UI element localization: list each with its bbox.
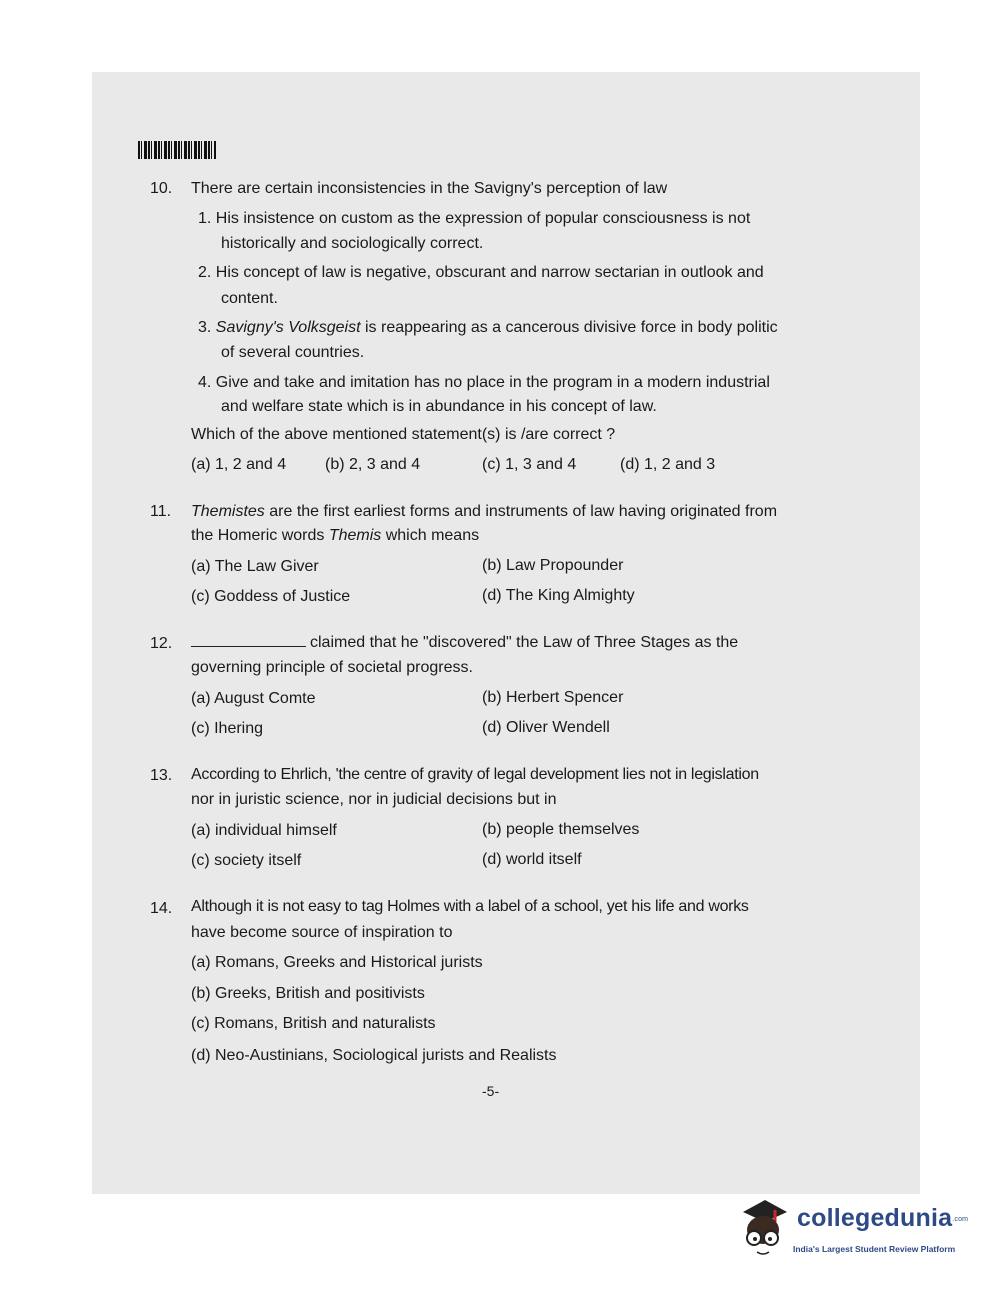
page-number: -5- xyxy=(482,1083,500,1099)
q14-option-b[interactable]: (b) Greeks, British and positivists xyxy=(191,985,425,1002)
statement-4-line-1: 4. Give and take and imitation has no place in the program in a modern industrial xyxy=(198,374,770,391)
q13-option-d[interactable]: (d) world itself xyxy=(482,851,582,868)
statement-3-line-2: of several countries. xyxy=(221,344,365,361)
q13-option-a[interactable]: (a) individual himself xyxy=(191,822,337,839)
q11-option-c[interactable]: (c) Goddess of Justice xyxy=(191,588,351,605)
statement-3-rest: is reappearing as a cancerous divisive force in body politic xyxy=(360,319,778,336)
question-11-number: 11. xyxy=(150,503,172,520)
barcode xyxy=(138,141,216,159)
question-11-line-1 xyxy=(191,503,777,521)
q10-option-c[interactable]: (c) 1, 3 and 4 xyxy=(482,456,577,473)
statement-4-line-2: and welfare state which is in abundance in his concept of law. xyxy=(221,398,657,415)
q14-option-c[interactable]: (c) Romans, British and naturalists xyxy=(191,1015,436,1032)
question-13-number: 13. xyxy=(150,767,173,784)
q14-option-d[interactable]: (d) Neo-Austinians, Sociological jurists and Realists xyxy=(191,1047,557,1064)
question-12-line-2: governing principle of societal progress. xyxy=(191,659,473,676)
question-14-number: 14. xyxy=(150,900,173,917)
question-11-line-2a: the Homeric words xyxy=(191,527,329,544)
logo-tagline: India's Largest Student Review Platform xyxy=(793,1244,956,1254)
q14-option-a[interactable]: (a) Romans, Greeks and Historical jurists xyxy=(191,954,483,971)
q11-option-b[interactable]: (b) Law Propounder xyxy=(482,557,624,574)
question-13-line-2: nor in juristic science, nor in judicial decisions but in xyxy=(191,791,557,808)
q10-option-b[interactable]: (b) 2, 3 and 4 xyxy=(325,456,421,473)
statement-1-line-2: historically and sociologically correct. xyxy=(221,235,484,252)
question-12-line-1 xyxy=(191,634,738,652)
statement-3-italic: Savigny's Volksgeist xyxy=(215,319,361,336)
question-11-line-2b: which means xyxy=(381,527,480,544)
question-14-line-2: have become source of inspiration to xyxy=(191,924,453,941)
question-12-number: 12. xyxy=(150,635,173,652)
q11-option-a[interactable]: (a) The Law Giver xyxy=(191,558,319,575)
statement-3-line-1 xyxy=(198,319,778,337)
q13-option-b[interactable]: (b) people themselves xyxy=(482,821,640,838)
question-14-line-1: Although it is not easy to tag Holmes with a label of a school, yet his life and works xyxy=(191,898,749,915)
themistes-term: Themistes xyxy=(191,503,265,520)
logo-suffix: .com xyxy=(952,1215,969,1223)
themis-term: Themis xyxy=(328,527,382,544)
student-mascot-icon xyxy=(735,1196,793,1260)
q12-option-c[interactable]: (c) Ihering xyxy=(191,720,264,737)
q12-option-d[interactable]: (d) Oliver Wendell xyxy=(482,719,610,736)
statement-2-line-1: 2. His concept of law is negative, obscurant and narrow sectarian in outlook and xyxy=(198,264,764,281)
question-11-line-2 xyxy=(191,527,479,545)
statement-1-line-1: 1. His insistence on custom as the expression of popular consciousness is not xyxy=(198,210,751,227)
q10-option-d[interactable]: (d) 1, 2 and 3 xyxy=(620,456,716,473)
question-11-line-1-rest: are the first earliest forms and instruments of law having originated from xyxy=(264,503,778,520)
collegedunia-logo[interactable] xyxy=(735,1196,969,1266)
q13-option-c[interactable]: (c) society itself xyxy=(191,852,302,869)
fill-in-blank xyxy=(191,634,306,647)
q12-option-b[interactable]: (b) Herbert Spencer xyxy=(482,689,624,706)
q10-option-a[interactable]: (a) 1, 2 and 4 xyxy=(191,456,287,473)
question-12-line-1-text: claimed that he "discovered" the Law of Three Stages as the xyxy=(310,634,739,651)
logo-name: collegedunia xyxy=(797,1204,953,1232)
q12-option-a[interactable]: (a) August Comte xyxy=(191,690,316,707)
question-13-line-1: According to Ehrlich, 'the centre of gravity of legal development lies not in legislation xyxy=(191,766,759,783)
statement-3-number: 3. xyxy=(198,319,212,336)
question-10-number: 10. xyxy=(150,180,173,197)
q11-option-d[interactable]: (d) The King Almighty xyxy=(482,587,635,604)
statement-2-line-2: content. xyxy=(221,290,278,307)
question-10-stem: There are certain inconsistencies in the Savigny's perception of law xyxy=(191,180,668,197)
question-10-ask: Which of the above mentioned statement(s) is /are correct ? xyxy=(191,426,616,443)
logo-wordmark xyxy=(797,1204,968,1233)
